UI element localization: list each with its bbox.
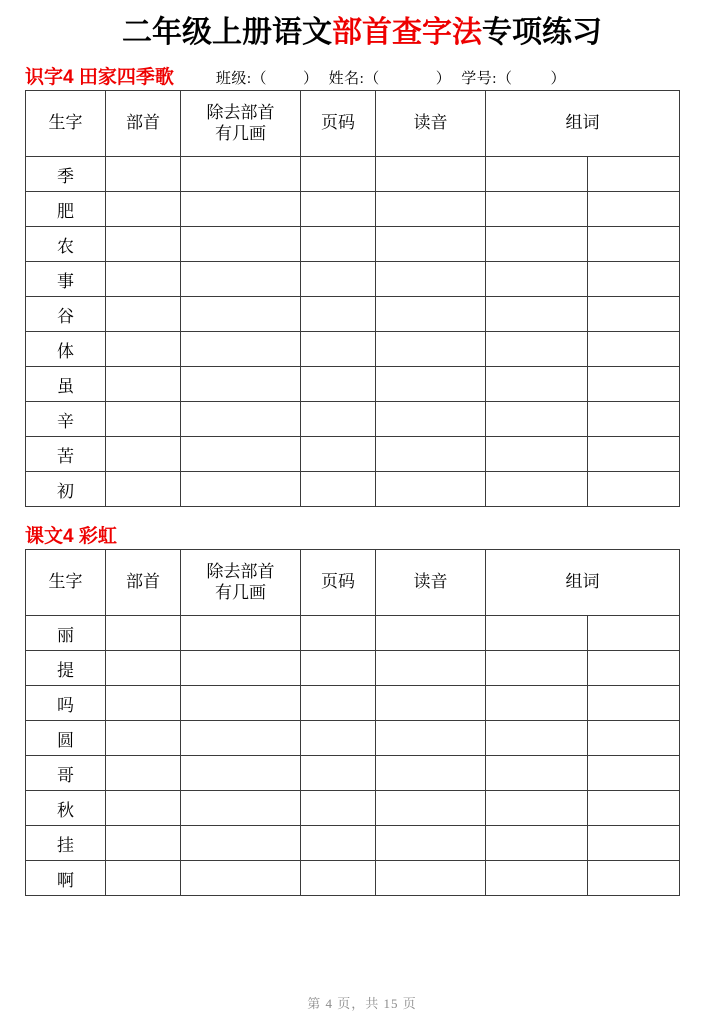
cell-page-number[interactable] [301, 192, 376, 227]
cell-radical[interactable] [106, 227, 181, 262]
cell-pronunciation[interactable] [376, 367, 486, 402]
cell-word-1[interactable] [486, 791, 588, 826]
cell-word-1[interactable] [486, 157, 588, 192]
table-row [26, 157, 680, 192]
cell-remaining-strokes[interactable] [181, 861, 301, 896]
cell-character: 肥 [26, 192, 106, 227]
cell-radical[interactable] [106, 157, 181, 192]
cell-radical[interactable] [106, 262, 181, 297]
cell-word-1[interactable] [486, 297, 588, 332]
cell-word-2[interactable] [588, 367, 680, 402]
cell-word-1[interactable] [486, 826, 588, 861]
column-header-radical: 部首 [106, 91, 181, 157]
section-header-1 [25, 62, 699, 86]
table-row [26, 791, 680, 826]
table-row [26, 297, 680, 332]
cell-character: 啊 [26, 861, 106, 896]
cell-radical[interactable] [106, 437, 181, 472]
practice-table-2 [25, 549, 680, 896]
cell-remaining-strokes[interactable] [181, 227, 301, 262]
cell-word-1[interactable] [486, 721, 588, 756]
cell-page-number[interactable] [301, 616, 376, 651]
cell-pronunciation[interactable] [376, 651, 486, 686]
title-segment-black-2: 专项练习 [482, 16, 602, 49]
cell-page-number[interactable] [301, 262, 376, 297]
cell-pronunciation[interactable] [376, 157, 486, 192]
cell-word-2[interactable] [588, 686, 680, 721]
cell-pronunciation[interactable] [376, 791, 486, 826]
cell-character: 吗 [26, 686, 106, 721]
cell-remaining-strokes[interactable] [181, 262, 301, 297]
class-paren-close: ） [303, 71, 319, 87]
table-header-row [26, 550, 680, 616]
cell-remaining-strokes[interactable] [181, 756, 301, 791]
cell-page-number[interactable] [301, 721, 376, 756]
section-title-1: 识字4 田家四季歌 [25, 67, 174, 88]
student-id-label: 学号: [461, 71, 497, 87]
student-id-paren-close: ） [550, 71, 566, 87]
page-title [25, 0, 699, 50]
cell-word-1[interactable] [486, 227, 588, 262]
remaining-strokes-line-2: 有几画 [215, 123, 266, 143]
cell-word-2[interactable] [588, 861, 680, 896]
page-footer: 第 4 页，共 15 页 [307, 996, 417, 1011]
cell-radical[interactable] [106, 861, 181, 896]
cell-remaining-strokes[interactable] [181, 651, 301, 686]
column-header-character: 生字 [26, 550, 106, 616]
remaining-strokes-line-1: 除去部首 [206, 562, 275, 582]
cell-word-1[interactable] [486, 262, 588, 297]
cell-remaining-strokes[interactable] [181, 826, 301, 861]
cell-page-number[interactable] [301, 791, 376, 826]
remaining-strokes-line-2: 有几画 [215, 582, 266, 602]
cell-page-number[interactable] [301, 472, 376, 507]
column-header-character: 生字 [26, 91, 106, 157]
cell-radical[interactable] [106, 332, 181, 367]
cell-remaining-strokes[interactable] [181, 367, 301, 402]
cell-radical[interactable] [106, 686, 181, 721]
table-row [26, 686, 680, 721]
column-header-words: 组词 [486, 550, 680, 616]
table-header-row [26, 91, 680, 157]
cell-word-2[interactable] [588, 227, 680, 262]
cell-remaining-strokes[interactable] [181, 791, 301, 826]
practice-table-1-wrapper [25, 90, 699, 507]
table-row [26, 367, 680, 402]
cell-pronunciation[interactable] [376, 437, 486, 472]
cell-word-2[interactable] [588, 756, 680, 791]
cell-page-number[interactable] [301, 651, 376, 686]
name-label: 姓名: [328, 71, 365, 87]
cell-radical[interactable] [106, 651, 181, 686]
table-row [26, 472, 680, 507]
cell-pronunciation[interactable] [376, 297, 486, 332]
cell-page-number[interactable] [301, 826, 376, 861]
cell-remaining-strokes[interactable] [181, 157, 301, 192]
name-paren-open: （ [364, 71, 380, 87]
cell-pronunciation[interactable] [376, 192, 486, 227]
column-header-remaining-strokes [181, 91, 301, 157]
practice-table-2-wrapper [25, 549, 699, 896]
table-row [26, 616, 680, 651]
cell-page-number[interactable] [301, 756, 376, 791]
table-row [26, 332, 680, 367]
cell-pronunciation[interactable] [376, 227, 486, 262]
cell-page-number[interactable] [301, 437, 376, 472]
class-label: 班级: [215, 71, 252, 87]
cell-radical[interactable] [106, 297, 181, 332]
cell-radical[interactable] [106, 367, 181, 402]
table-row [26, 756, 680, 791]
cell-page-number[interactable] [301, 686, 376, 721]
cell-character: 季 [26, 157, 106, 192]
cell-character: 初 [26, 472, 106, 507]
cell-word-1[interactable] [486, 756, 588, 791]
cell-radical[interactable] [106, 721, 181, 756]
table-row [26, 192, 680, 227]
table-row [26, 262, 680, 297]
table-row [26, 437, 680, 472]
cell-radical[interactable] [106, 791, 181, 826]
cell-remaining-strokes[interactable] [181, 616, 301, 651]
cell-character: 事 [26, 262, 106, 297]
column-header-page-number: 页码 [301, 550, 376, 616]
cell-word-1[interactable] [486, 192, 588, 227]
cell-character: 体 [26, 332, 106, 367]
cell-character: 农 [26, 227, 106, 262]
cell-character: 虽 [26, 367, 106, 402]
cell-word-1[interactable] [486, 616, 588, 651]
cell-remaining-strokes[interactable] [181, 721, 301, 756]
table-row [26, 721, 680, 756]
table-row [26, 227, 680, 262]
cell-radical[interactable] [106, 616, 181, 651]
cell-word-2[interactable] [588, 297, 680, 332]
cell-word-1[interactable] [486, 472, 588, 507]
cell-pronunciation[interactable] [376, 756, 486, 791]
cell-word-1[interactable] [486, 367, 588, 402]
class-paren-open: （ [251, 71, 268, 87]
cell-remaining-strokes[interactable] [181, 686, 301, 721]
cell-page-number[interactable] [301, 367, 376, 402]
cell-word-2[interactable] [588, 402, 680, 437]
cell-word-1[interactable] [486, 861, 588, 896]
cell-character: 提 [26, 651, 106, 686]
table-row [26, 402, 680, 437]
title-segment-red: 部首查字法 [332, 16, 482, 49]
table-row [26, 861, 680, 896]
cell-word-1[interactable] [486, 651, 588, 686]
cell-radical[interactable] [106, 402, 181, 437]
cell-word-2[interactable] [588, 262, 680, 297]
cell-word-2[interactable] [588, 721, 680, 756]
student-info-fields [216, 67, 566, 88]
cell-word-2[interactable] [588, 826, 680, 861]
cell-pronunciation[interactable] [376, 472, 486, 507]
cell-character: 圆 [26, 721, 106, 756]
cell-word-2[interactable] [588, 651, 680, 686]
cell-character: 哥 [26, 756, 106, 791]
cell-remaining-strokes[interactable] [181, 192, 301, 227]
cell-radical[interactable] [106, 192, 181, 227]
cell-pronunciation[interactable] [376, 616, 486, 651]
cell-character: 辛 [26, 402, 106, 437]
cell-pronunciation[interactable] [376, 826, 486, 861]
column-header-radical: 部首 [106, 550, 181, 616]
practice-table-2-body [26, 616, 680, 896]
cell-pronunciation[interactable] [376, 861, 486, 896]
cell-remaining-strokes[interactable] [181, 297, 301, 332]
cell-pronunciation[interactable] [376, 721, 486, 756]
name-paren-close: ） [435, 71, 452, 87]
cell-pronunciation[interactable] [376, 402, 486, 437]
cell-word-2[interactable] [588, 437, 680, 472]
cell-remaining-strokes[interactable] [181, 472, 301, 507]
cell-character: 谷 [26, 297, 106, 332]
column-header-remaining-strokes [181, 550, 301, 616]
cell-word-1[interactable] [486, 686, 588, 721]
column-header-page-number: 页码 [301, 91, 376, 157]
cell-page-number[interactable] [301, 157, 376, 192]
cell-pronunciation[interactable] [376, 332, 486, 367]
cell-word-1[interactable] [486, 437, 588, 472]
cell-word-2[interactable] [588, 332, 680, 367]
cell-character: 秋 [26, 791, 106, 826]
title-segment-black-1: 二年级上册语文 [122, 16, 332, 49]
cell-character: 苦 [26, 437, 106, 472]
student-id-paren-open: （ [496, 71, 513, 87]
remaining-strokes-line-1: 除去部首 [206, 103, 275, 123]
cell-character: 丽 [26, 616, 106, 651]
practice-table-1 [25, 90, 680, 507]
cell-page-number[interactable] [301, 861, 376, 896]
cell-remaining-strokes[interactable] [181, 402, 301, 437]
cell-word-2[interactable] [588, 157, 680, 192]
cell-word-2[interactable] [588, 616, 680, 651]
cell-word-2[interactable] [588, 791, 680, 826]
cell-remaining-strokes[interactable] [181, 437, 301, 472]
cell-page-number[interactable] [301, 227, 376, 262]
column-header-pronunciation: 读音 [376, 91, 486, 157]
cell-word-1[interactable] [486, 332, 588, 367]
table-row [26, 651, 680, 686]
practice-table-1-body [26, 157, 680, 507]
cell-radical[interactable] [106, 756, 181, 791]
cell-radical[interactable] [106, 472, 181, 507]
cell-radical[interactable] [106, 826, 181, 861]
cell-word-2[interactable] [588, 192, 680, 227]
cell-remaining-strokes[interactable] [181, 332, 301, 367]
section-header-2 [25, 521, 699, 545]
table-row [26, 826, 680, 861]
section-title-2: 课文4 彩虹 [25, 526, 117, 547]
cell-pronunciation[interactable] [376, 262, 486, 297]
cell-page-number[interactable] [301, 402, 376, 437]
cell-page-number[interactable] [301, 332, 376, 367]
cell-page-number[interactable] [301, 297, 376, 332]
cell-pronunciation[interactable] [376, 686, 486, 721]
cell-character: 挂 [26, 826, 106, 861]
column-header-words: 组词 [486, 91, 680, 157]
column-header-pronunciation: 读音 [376, 550, 486, 616]
cell-word-2[interactable] [588, 472, 680, 507]
cell-word-1[interactable] [486, 402, 588, 437]
